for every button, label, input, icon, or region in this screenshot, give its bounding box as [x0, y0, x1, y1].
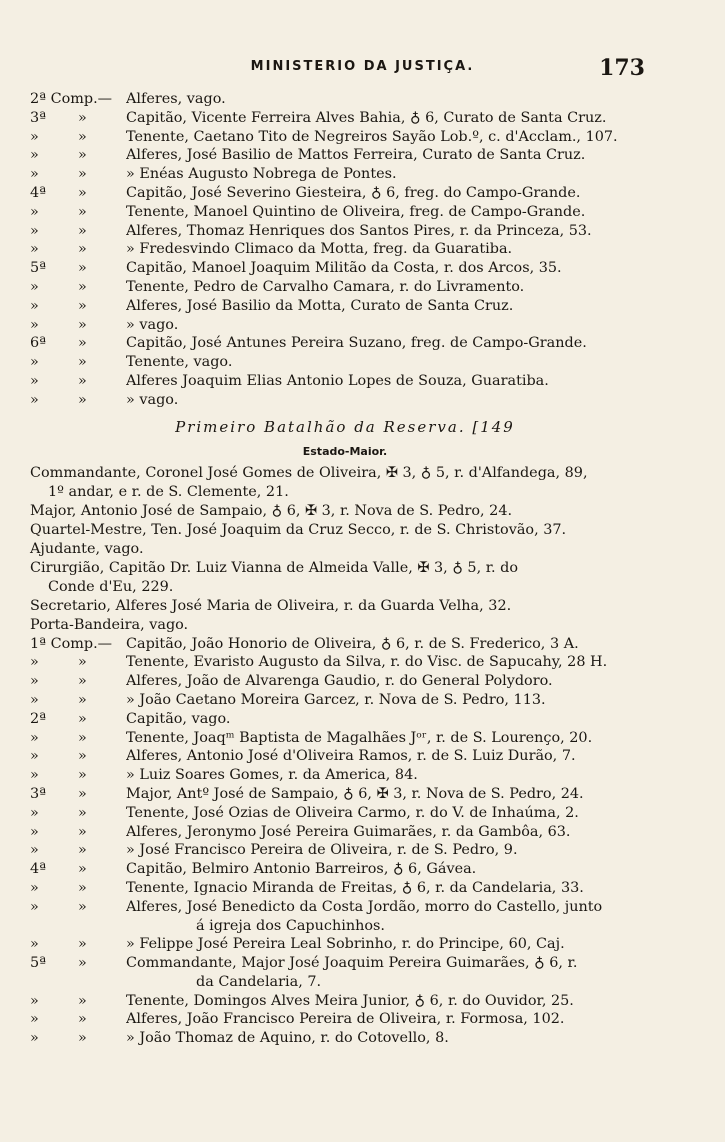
entry-row — [30, 1029, 660, 1048]
entry-text: Tenente, Domingos Alves Meira Junior, ♁ 6, r. do Ouvidor, 25. — [126, 992, 574, 1009]
entry-text: Capitão, José Severino Giesteira, ♁ 6, freg. do Campo-Grande. — [126, 184, 581, 201]
company-number — [30, 917, 78, 936]
company-number: » — [30, 391, 39, 408]
staff-entry: Ajudante, vago. — [30, 540, 144, 557]
entry-row — [30, 785, 660, 804]
ditto-mark: » — [78, 748, 87, 765]
entry-row — [30, 391, 660, 410]
entry-row — [30, 672, 660, 691]
entry-text: Tenente, José Ozias de Oliveira Carmo, r. do V. de Inhaúma, 2. — [126, 804, 579, 821]
entry-text: Alferes, João de Alvarenga Gaudio, r. do General Polydoro. — [126, 673, 553, 690]
company-number: » — [30, 316, 39, 333]
entry-row — [30, 635, 660, 654]
entry-row — [30, 259, 660, 278]
ditto-mark: » — [78, 260, 87, 277]
company-number: » — [30, 1030, 39, 1047]
ditto-mark: » — [78, 673, 87, 690]
ditto-mark: » — [78, 936, 87, 953]
entry-row — [30, 935, 660, 954]
entry-row — [30, 90, 660, 109]
entry-row — [30, 898, 660, 917]
ditto-mark: » — [78, 767, 87, 784]
ditto-mark: » — [78, 354, 87, 371]
company-number: 2ª — [30, 710, 46, 727]
entry-text: » José Francisco Pereira de Oliveira, r. de S. Pedro, 9. — [126, 842, 518, 859]
company-number: » — [30, 147, 39, 164]
ditto-mark: » — [78, 823, 87, 840]
company-number: » — [30, 992, 39, 1009]
ditto-mark: » — [78, 372, 87, 389]
company-number: » — [30, 278, 39, 295]
ditto-mark: » — [78, 710, 87, 727]
company-number: » — [30, 354, 39, 371]
entry-row — [30, 165, 660, 184]
company-number: » — [30, 673, 39, 690]
company-number: » — [30, 804, 39, 821]
page-header — [0, 55, 725, 85]
entry-row — [30, 109, 660, 128]
company-number: » — [30, 297, 39, 314]
entry-row — [30, 184, 660, 203]
entry-row — [30, 203, 660, 222]
company-number: 4ª — [30, 184, 46, 201]
entry-text: Major, Antº José de Sampaio, ♁ 6, ✠ 3, r. Nova de S. Pedro, 24. — [126, 785, 584, 802]
ditto-mark: » — [78, 391, 87, 408]
entry-text: Alferes, José Basilio da Motta, Curato de Santa Cruz. — [126, 297, 514, 314]
entry-text: Alferes, João Francisco Pereira de Oliveira, r. Formosa, 102. — [126, 1011, 565, 1028]
entry-text: » Fredesvindo Climaco da Motta, freg. da Guaratiba. — [126, 241, 513, 258]
staff-entry-continuation: 1º andar, e r. de S. Clemente, 21. — [48, 483, 289, 500]
company-number: » — [30, 241, 39, 258]
section-title: Primeiro Batalhão da Reserva. [149 — [175, 417, 515, 436]
entry-row — [30, 353, 660, 372]
staff-entry: Secretario, Alferes José Maria de Oliveira, r. da Guarda Velha, 32. — [30, 597, 512, 614]
entry-row — [30, 297, 660, 316]
company-label: 2ª Comp.— — [30, 91, 113, 107]
ditto-mark: » — [78, 654, 87, 671]
staff-entry: Commandante, Coronel José Gomes de Oliveira, ✠ 3, ♁ 5, r. d'Alfandega, 89, — [30, 464, 588, 481]
entry-row — [30, 334, 660, 353]
entry-row — [30, 653, 660, 672]
company-number: 4ª — [30, 861, 46, 878]
company-number: » — [30, 823, 39, 840]
ditto-mark: » — [78, 861, 87, 878]
company-number: » — [30, 222, 39, 239]
entry-text: da Candelaria, 7. — [196, 973, 322, 990]
page-number: 173 — [599, 55, 645, 81]
entry-text: » João Thomaz de Aquino, r. do Cotovello, 8. — [126, 1030, 449, 1047]
entry-row — [30, 804, 660, 823]
ditto-mark: » — [78, 166, 87, 183]
entry-text: Tenente, Ignacio Miranda de Freitas, ♁ 6, r. da Candelaria, 33. — [126, 879, 584, 896]
ditto-mark: » — [78, 879, 87, 896]
company-number: 3ª — [30, 109, 46, 126]
entry-row — [30, 992, 660, 1011]
entry-text: » vago. — [126, 316, 179, 333]
entry-row — [30, 917, 660, 936]
staff-list — [30, 464, 660, 635]
entry-text: » vago. — [126, 391, 179, 408]
ditto-mark: » — [78, 203, 87, 220]
ditto-mark: » — [78, 842, 87, 859]
company-number: » — [30, 729, 39, 746]
company-number: 5ª — [30, 260, 46, 277]
page-title: MINISTERIO DA JUSTIÇA. — [250, 59, 475, 74]
entry-text: » João Caetano Moreira Garcez, r. Nova de S. Pedro, 113. — [126, 691, 546, 708]
entry-text: » Luiz Soares Gomes, r. da America, 84. — [126, 767, 418, 784]
ditto-mark: » — [78, 297, 87, 314]
entry-text: » Enéas Augusto Nobrega de Pontes. — [126, 166, 397, 183]
ditto-mark: » — [78, 804, 87, 821]
staff-entry: Quartel-Mestre, Ten. José Joaquim da Cruz Secco, r. de S. Christovão, 37. — [30, 521, 567, 538]
entry-row — [30, 823, 660, 842]
entry-row — [30, 278, 660, 297]
entry-text: » Felippe José Pereira Leal Sobrinho, r. do Principe, 60, Caj. — [126, 936, 565, 953]
ditto-mark: » — [78, 278, 87, 295]
ditto-mark: » — [78, 691, 87, 708]
ditto-mark: » — [78, 1011, 87, 1028]
company-number: » — [30, 879, 39, 896]
company-number: » — [30, 936, 39, 953]
company-number: » — [30, 748, 39, 765]
ditto-mark: » — [78, 1030, 87, 1047]
entry-text: Tenente, Joaqᵐ Baptista de Magalhães Jᵒʳ, r. de S. Lourenço, 20. — [126, 729, 593, 746]
ditto-mark — [78, 973, 126, 992]
company-label: 1ª Comp.— — [30, 635, 113, 652]
entry-text: Capitão, José Antunes Pereira Suzano, freg. de Campo-Grande. — [126, 335, 587, 352]
ditto-mark: » — [78, 335, 87, 352]
subsection-title: Estado-Maior. — [302, 444, 388, 458]
company-list-previous-battalion — [30, 90, 660, 410]
staff-entry-continuation: Conde d'Eu, 229. — [48, 578, 174, 595]
entry-row — [30, 128, 660, 147]
entry-text: Alferes, José Benedicto da Costa Jordão, morro do Castello, junto — [126, 898, 603, 915]
entry-row — [30, 879, 660, 898]
company-number: » — [30, 842, 39, 859]
entry-row — [30, 747, 660, 766]
entry-text: Tenente, Caetano Tito de Negreiros Sayão Lob.º, c. d'Acclam., 107. — [126, 128, 618, 145]
company-number: » — [30, 691, 39, 708]
entry-text: Capitão, João Honorio de Oliveira, ♁ 6, r. de S. Frederico, 3 A. — [126, 635, 579, 652]
entry-text: á igreja dos Capuchinhos. — [196, 917, 385, 934]
entry-text: Capitão, Manoel Joaquim Militão da Costa, r. dos Arcos, 35. — [126, 260, 562, 277]
entry-text: Tenente, vago. — [126, 354, 233, 371]
entry-text: Capitão, Vicente Ferreira Alves Bahia, ♁ 6, Curato de Santa Cruz. — [126, 109, 607, 126]
company-number — [30, 973, 78, 992]
ditto-mark: » — [78, 241, 87, 258]
company-number: » — [30, 166, 39, 183]
entry-row — [30, 1010, 660, 1029]
entry-text: Commandante, Major José Joaquim Pereira Guimarães, ♁ 6, r. — [126, 955, 578, 972]
entry-text: Alferes, Antonio José d'Oliveira Ramos, r. de S. Luiz Durão, 7. — [126, 748, 576, 765]
entry-row — [30, 146, 660, 165]
entry-row — [30, 710, 660, 729]
entry-text: Alferes Joaquim Elias Antonio Lopes de Souza, Guaratiba. — [126, 372, 549, 389]
company-number: » — [30, 654, 39, 671]
ditto-mark: » — [78, 184, 87, 201]
entry-text: Alferes, Thomaz Henriques dos Santos Pires, r. da Princeza, 53. — [126, 222, 592, 239]
company-number: 6ª — [30, 335, 46, 352]
entry-text: Alferes, Jeronymo José Pereira Guimarães, r. da Gambôa, 63. — [126, 823, 571, 840]
entry-row — [30, 240, 660, 259]
entry-row — [30, 860, 660, 879]
entry-row — [30, 954, 660, 973]
ditto-mark: » — [78, 316, 87, 333]
ditto-mark: » — [78, 729, 87, 746]
company-number: » — [30, 1011, 39, 1028]
entry-text: Alferes, vago. — [126, 91, 226, 107]
entry-text: Capitão, vago. — [126, 710, 231, 727]
entry-text: Tenente, Pedro de Carvalho Camara, r. do Livramento. — [126, 278, 525, 295]
ditto-mark: » — [78, 147, 87, 164]
ditto-mark: » — [78, 222, 87, 239]
entry-text: Capitão, Belmiro Antonio Barreiros, ♁ 6, Gávea. — [126, 861, 477, 878]
ditto-mark: » — [78, 128, 87, 145]
entry-row — [30, 729, 660, 748]
entry-row — [30, 222, 660, 241]
ditto-mark: » — [78, 109, 87, 126]
company-number: » — [30, 372, 39, 389]
company-number: » — [30, 203, 39, 220]
staff-entry: Major, Antonio José de Sampaio, ♁ 6, ✠ 3, r. Nova de S. Pedro, 24. — [30, 502, 513, 519]
ditto-mark: » — [78, 785, 87, 802]
ditto-mark — [78, 917, 126, 936]
company-number: » — [30, 898, 39, 915]
entry-row — [30, 372, 660, 391]
entry-text: Tenente, Manoel Quintino de Oliveira, freg. de Campo-Grande. — [126, 203, 586, 220]
entry-row — [30, 973, 660, 992]
company-number: 5ª — [30, 955, 46, 972]
entry-row — [30, 766, 660, 785]
entry-text: Tenente, Evaristo Augusto da Silva, r. do Visc. de Sapucahy, 28 H. — [126, 654, 608, 671]
company-list-primeiro-batalhao — [30, 635, 660, 1049]
entry-row — [30, 691, 660, 710]
ditto-mark: » — [78, 955, 87, 972]
ditto-mark: » — [78, 992, 87, 1009]
company-number: » — [30, 128, 39, 145]
entry-row — [30, 316, 660, 335]
ditto-mark: » — [78, 898, 87, 915]
entry-text: Alferes, José Basilio de Mattos Ferreira, Curato de Santa Cruz. — [126, 147, 586, 164]
page-body — [30, 90, 660, 1048]
company-number: » — [30, 767, 39, 784]
entry-row — [30, 841, 660, 860]
company-number: 3ª — [30, 785, 46, 802]
staff-entry: Porta-Bandeira, vago. — [30, 616, 189, 633]
staff-entry: Cirurgião, Capitão Dr. Luiz Vianna de Almeida Valle, ✠ 3, ♁ 5, r. do — [30, 559, 519, 576]
